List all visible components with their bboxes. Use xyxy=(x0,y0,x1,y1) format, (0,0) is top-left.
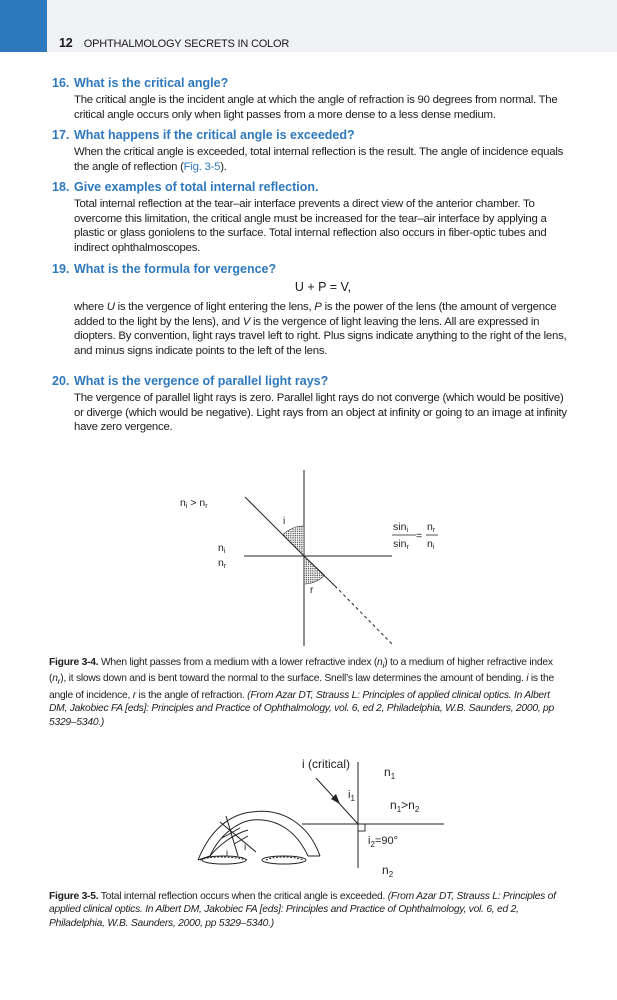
variable-v: V xyxy=(242,315,251,328)
qa-item-20 xyxy=(52,374,572,435)
answer-18: Total internal reflection at the tear–air interface prevents a direct view of the anterior chamber. To overcome this limitation, the critical angle must be increased for the tear–air interface by applying a plastic or glass goniolens to the surface. Total internal reflection also occurs in fiber-optic tubes and indirect ophthalmoscopes. xyxy=(74,198,547,254)
incident-ray xyxy=(245,497,304,556)
figure-3-4-caption xyxy=(49,656,569,729)
right-angle-marker xyxy=(358,824,365,831)
page-number: 12 xyxy=(59,36,73,50)
svg-text:=: = xyxy=(416,530,423,542)
question-text: Give examples of total internal reflection. xyxy=(74,180,319,194)
answer-19 xyxy=(74,300,572,358)
svg-text:nr: nr xyxy=(427,521,436,534)
figure-3-4-diagram xyxy=(160,462,460,652)
caption-text: ), it slows down and is bent toward the normal to the surface. Snell’s law determines the amount of bending. xyxy=(60,673,527,685)
question-text: What is the vergence of parallel light rays? xyxy=(74,374,329,388)
answer-text: When the critical angle is exceeded, total internal reflection is the result. The angle of incidence equals the angle of reflection ( xyxy=(74,146,564,173)
angle-i1-label: $i_1$ xyxy=(348,789,355,803)
question-16 xyxy=(52,76,572,91)
refracted-ray-continuation xyxy=(335,586,392,644)
figure-3-5-caption xyxy=(49,890,569,930)
answer-text: is the vergence of light entering the lens, xyxy=(114,301,315,313)
answer-17 xyxy=(74,145,572,174)
chapter-tab xyxy=(0,0,47,52)
caption-text: Total internal reflection occurs when the critical angle is exceeded. xyxy=(98,891,388,902)
figure-label: Figure 3-5. xyxy=(49,891,99,902)
caption-variable: r xyxy=(132,689,136,701)
angle-r-wedge xyxy=(304,556,325,584)
answer-16: The critical angle is the incident angle at which the angle of refraction is 90 degrees from normal. The critical angle occurs only when light passes from a more dense to a less dense medium. xyxy=(74,94,558,121)
svg-text:sini: sini xyxy=(393,521,408,534)
variable-p: P xyxy=(314,301,322,313)
question-text: What is the critical angle? xyxy=(74,76,229,90)
svg-text:sinr: sinr xyxy=(393,538,409,551)
caption-variable: i xyxy=(526,673,529,685)
figure-reference-link[interactable]: Fig. 3-5 xyxy=(183,160,221,173)
critical-angle-label: i (critical) xyxy=(302,757,350,771)
lower-medium-label: nr xyxy=(218,557,227,570)
variable-u: U xyxy=(106,301,115,313)
question-18 xyxy=(52,180,572,195)
caption-text: is the angle of refraction. xyxy=(135,689,248,701)
snells-law-equation xyxy=(392,521,438,551)
question-number: 18. xyxy=(52,180,70,194)
angle-i-wedge xyxy=(283,526,304,556)
medium-n1-label: $n_1$ xyxy=(384,765,396,781)
caption-variable: i xyxy=(382,660,385,671)
eye-goniolens-sketch xyxy=(198,811,320,864)
caption-variable: n xyxy=(377,657,383,668)
question-text: What is the formula for vergence? xyxy=(74,262,277,276)
vergence-formula: U + P = V, xyxy=(294,280,352,294)
refraction-condition-label: ni > nr xyxy=(180,497,208,510)
answer-20: The vergence of parallel light rays is zero. Parallel light rays do not converge (which would be positive) or diverge (which would be negative). Light rays from an object at infinity or going to an image at infinity have zero vergence. xyxy=(74,392,567,434)
caption-variable: r xyxy=(57,676,61,687)
angle-i-label: i xyxy=(283,516,286,527)
caption-text: ) to a medium of higher refractive index ( xyxy=(49,657,553,685)
caption-text: When light passes from a medium with a lower refractive index ( xyxy=(98,657,378,668)
index-relation-label: $n_1>n_2$ xyxy=(390,798,420,814)
page-header xyxy=(59,36,289,50)
answer-text: ). xyxy=(220,160,227,173)
running-title: OPHTHALMOLOGY SECRETS IN COLOR xyxy=(83,38,290,50)
qa-item-17 xyxy=(52,128,572,174)
caption-source: (From Azar DT, Strauss L: Principles of applied clinical optics. In Albert DM, Jakobiec FA [eds]: Principles and Practice of Ophthalmology, vol. 6, ed 2, Philadelphia, W.B. Saunders, 2000, pp 5329–5340.) xyxy=(49,689,554,728)
medium-n2-label: $n_2$ xyxy=(382,863,394,879)
question-number: 16. xyxy=(52,76,70,90)
question-19 xyxy=(52,262,572,277)
answer-text: is the power of the lens (the amount of vergence added to the light by the lens), and xyxy=(74,301,557,328)
eye-angle-label-lower: i xyxy=(226,848,228,858)
qa-item-18 xyxy=(52,180,572,255)
question-20 xyxy=(52,374,572,389)
svg-text:ni: ni xyxy=(427,538,435,551)
qa-item-16 xyxy=(52,76,572,122)
caption-text: is the angle of incidence, xyxy=(49,673,554,701)
caption-source: (From Azar DT, Strauss L: Principles of applied clinical optics. In Albert DM, Jakobiec FA [eds]: Principles and Practice of Ophthalmology, vol. 6, ed 2, Philadelphia, W.B. Saunders, 2000, pp 5329–5340.) xyxy=(49,891,556,929)
upper-medium-label: ni xyxy=(218,542,226,555)
eye-angle-label: i xyxy=(244,842,247,853)
question-number: 17. xyxy=(52,128,70,142)
figure-label: Figure 3-4. xyxy=(49,657,99,668)
caption-variable: n xyxy=(52,673,58,685)
answer-text: where xyxy=(74,301,107,313)
answer-text: is the vergence of light leaving the lens. All are expressed in diopters. By convention, light rays travel left to right. Plus signs indicate anything to the right of the lens, and minus signs indicate points to the left of the lens. xyxy=(74,315,567,357)
angle-i2-label: $i_2=90^\circ$ xyxy=(368,835,398,849)
question-17 xyxy=(52,128,572,143)
figure-3-5-diagram xyxy=(190,752,450,882)
question-number: 19. xyxy=(52,262,70,276)
qa-item-19 xyxy=(52,262,572,358)
angle-r-label: r xyxy=(310,585,314,596)
question-text: What happens if the critical angle is exceeded? xyxy=(74,128,355,142)
question-number: 20. xyxy=(52,374,70,388)
